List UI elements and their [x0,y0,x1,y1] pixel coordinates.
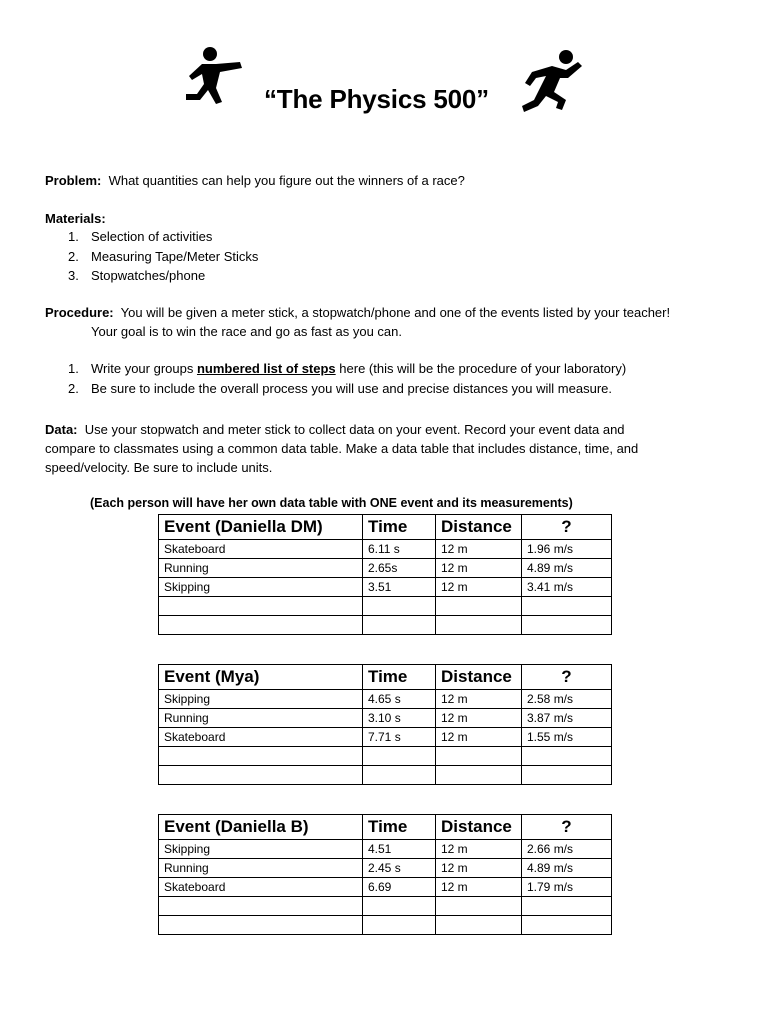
procedure-line [45,303,670,322]
header-distance: Distance [436,815,522,840]
table-cell: 1.55 m/s [522,728,612,747]
header [180,44,590,124]
table-row [159,859,612,878]
table-header-row [159,665,612,690]
header-time: Time [363,515,436,540]
table-cell [159,766,363,785]
table-cell: 4.65 s [363,690,436,709]
throwing-figure-icon [180,44,250,108]
table-cell: 1.79 m/s [522,878,612,897]
table-cell: 2.66 m/s [522,840,612,859]
table-cell [363,766,436,785]
data-label: Data: [45,422,78,437]
procedure-goal: Your goal is to win the race and go as fast as you can. [91,324,402,339]
table-cell: 12 m [436,840,522,859]
table-cell [522,747,612,766]
table-cell [159,916,363,935]
table-cell [522,616,612,635]
table-cell [159,897,363,916]
procedure-text: You will be given a meter stick, a stopwatch/phone and one of the events listed by your teacher! [120,305,671,320]
table-cell: Running [159,709,363,728]
table-cell: 2.65s [363,559,436,578]
table-cell: 12 m [436,690,522,709]
table-cell [522,897,612,916]
list-item: 2. Measuring Tape/Meter Sticks [68,248,259,264]
table-row [159,597,612,616]
header-event: Event (Daniella DM) [159,515,363,540]
table-cell [159,597,363,616]
table-cell: 1.96 m/s [522,540,612,559]
table-cell [522,916,612,935]
data-table-daniella-b [158,814,612,935]
table-row [159,559,612,578]
list-item: 2. Be sure to include the overall process you will use and precise distances you will measure. [68,380,612,396]
table-cell: Skateboard [159,540,363,559]
table-cell [363,747,436,766]
table-cell: 3.10 s [363,709,436,728]
table-cell [522,766,612,785]
data-table-daniella-dm [158,514,612,635]
table-cell: 3.51 [363,578,436,597]
table-row [159,578,612,597]
data-line-2: compare to classmates using a common data table. Make a data table that includes distance, time, and [45,441,639,456]
header-unknown: ? [522,515,612,540]
table-cell: 6.11 s [363,540,436,559]
table-cell: 12 m [436,859,522,878]
table-cell: 12 m [436,559,522,578]
table-row [159,540,612,559]
table-cell: Running [159,859,363,878]
table-row [159,690,612,709]
header-unknown: ? [522,815,612,840]
table-cell [363,897,436,916]
table-cell: Skipping [159,690,363,709]
table-cell [159,747,363,766]
table-cell: 4.89 m/s [522,859,612,878]
table-row [159,766,612,785]
procedure-steps [68,359,626,398]
table-row [159,616,612,635]
table-cell: 3.87 m/s [522,709,612,728]
table-cell [436,747,522,766]
table-cell: 12 m [436,728,522,747]
table-cell: 2.58 m/s [522,690,612,709]
table-cell [436,616,522,635]
table-row [159,840,612,859]
table-row [159,709,612,728]
list-item: 3. Stopwatches/phone [68,268,206,283]
header-unknown: ? [522,665,612,690]
table-cell: 12 m [436,578,522,597]
table-cell: 6.69 [363,878,436,897]
table-cell [522,597,612,616]
header-event: Event (Daniella B) [159,815,363,840]
table-cell: Skateboard [159,728,363,747]
table-cell: Skateboard [159,878,363,897]
table-cell [363,597,436,616]
table-cell [436,597,522,616]
header-time: Time [363,815,436,840]
table-cell: 4.51 [363,840,436,859]
table-header-row [159,515,612,540]
problem-text: What quantities can help you figure out the winners of a race? [108,173,465,188]
data-note: (Each person will have her own data table with ONE event and its measurements) [90,496,573,510]
table-cell [436,766,522,785]
table-row [159,747,612,766]
table-cell [363,916,436,935]
table-cell [363,616,436,635]
table-cell: 7.71 s [363,728,436,747]
data-table-mya [158,664,612,785]
table-cell: 3.41 m/s [522,578,612,597]
table-row [159,916,612,935]
procedure-label: Procedure: [45,305,114,320]
list-item: 1. Selection of activities [68,229,213,244]
header-event: Event (Mya) [159,665,363,690]
table-cell [159,616,363,635]
table-cell: Skipping [159,840,363,859]
table-cell: 12 m [436,878,522,897]
list-item: 1. Write your groups numbered list of steps here (this will be the procedure of your laboratory) [68,361,627,376]
header-distance: Distance [436,665,522,690]
table-cell: Skipping [159,578,363,597]
table-cell: Running [159,559,363,578]
table-cell [436,916,522,935]
table-cell: 12 m [436,540,522,559]
header-distance: Distance [436,515,522,540]
data-line-3: speed/velocity. Be sure to include units. [45,460,273,475]
table-row [159,878,612,897]
table-cell: 2.45 s [363,859,436,878]
table-cell: 12 m [436,709,522,728]
numbered-steps-emphasis: numbered list of steps [196,361,336,376]
table-cell: 4.89 m/s [522,559,612,578]
problem-label: Problem: [45,173,102,188]
materials-list [68,227,258,286]
page-title: “The Physics 500” [264,84,489,114]
running-figure-icon [508,48,588,114]
materials-label: Materials: [45,211,106,226]
header-time: Time [363,665,436,690]
table-row [159,728,612,747]
table-cell [436,897,522,916]
data-line-1: Data: Use your stopwatch and meter stick to collect data on your event. Record your event data and [45,422,625,437]
problem-line [45,171,465,190]
table-row [159,897,612,916]
table-header-row [159,815,612,840]
